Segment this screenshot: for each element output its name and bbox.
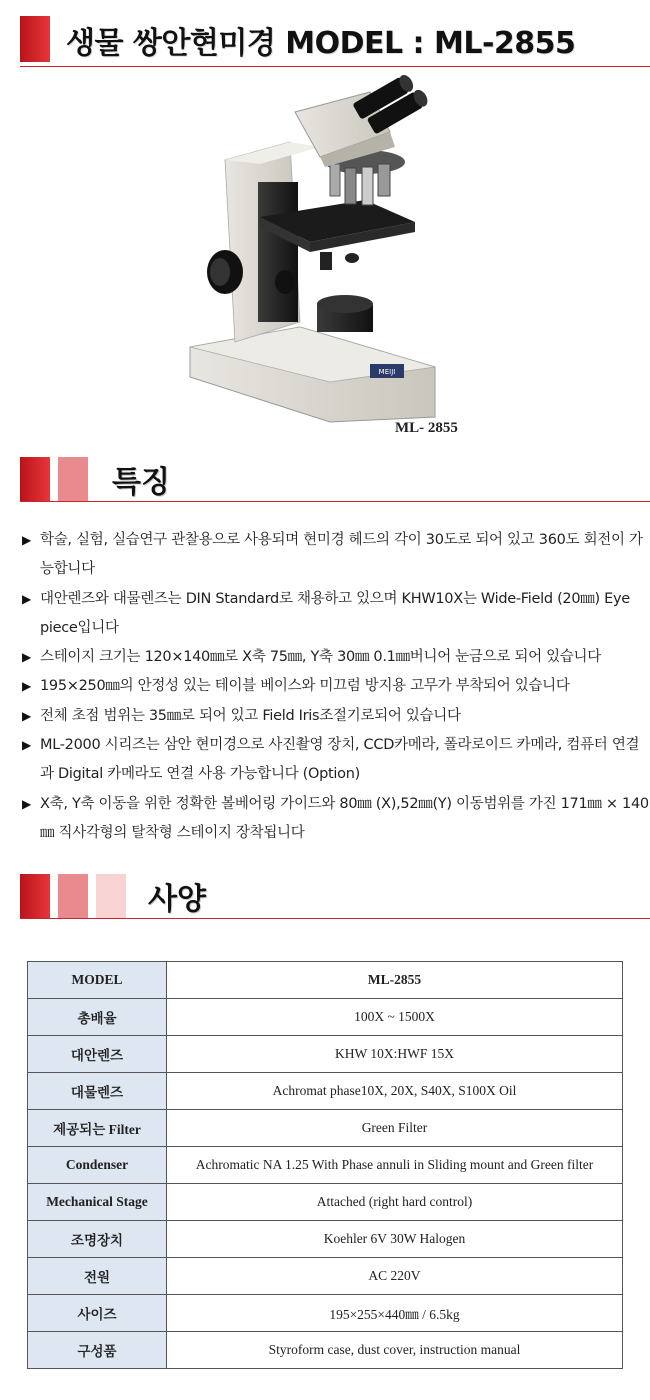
spec-label: 구성품 [28, 1332, 167, 1369]
spec-label: 대물렌즈 [28, 1073, 167, 1110]
spec-label: 조명장치 [28, 1221, 167, 1258]
table-row [28, 1110, 623, 1147]
table-row [28, 962, 623, 999]
feature-item: ▶ 195×250㎜의 안정성 있는 테이블 베이스와 미끄럼 방지용 고무가 부착되어 있습니다 [22, 672, 650, 701]
spec-value: Achromat phase10X, 20X, S40X, S100X Oil [167, 1073, 623, 1110]
bullet-arrow-icon: ▶ [22, 708, 31, 723]
spec-value: ML-2855 [167, 962, 623, 999]
header-square-1 [20, 457, 50, 501]
table-row [28, 1295, 623, 1332]
microscope-image [180, 72, 480, 442]
feature-item: ▶ X축, Y축 이동을 위한 정확한 볼베어링 가이드와 80㎜ (X),52㎜(Y) 이동범위를 가진 171㎜ × 140㎜ 직사각형의 탈착형 스테이지 장착됩니다 [22, 790, 650, 849]
features-list [22, 526, 650, 848]
features-title: 특징 [112, 465, 170, 500]
spec-label: 대안렌즈 [28, 1036, 167, 1073]
bullet-arrow-icon: ▶ [22, 796, 31, 811]
header-square-2 [58, 874, 88, 918]
spec-value: Green Filter [167, 1110, 623, 1147]
feature-item: ▶ 학술, 실험, 실습연구 관찰용으로 사용되며 현미경 헤드의 각이 30도로 되어 있고 360도 회전이 가능합니다 [22, 526, 650, 585]
spec-value: 195×255×440㎜ / 6.5kg [167, 1295, 623, 1332]
svg-text:MEIJI: MEIJI [378, 368, 396, 376]
header-square-1 [20, 874, 50, 918]
bullet-arrow-icon: ▶ [22, 533, 31, 547]
table-row [28, 1147, 623, 1184]
spec-label: 사이즈 [28, 1295, 167, 1332]
spec-label: Mechanical Stage [28, 1184, 167, 1221]
features-header [20, 453, 650, 502]
spec-label: Condenser [28, 1147, 167, 1184]
spec-label: 총배율 [28, 999, 167, 1036]
spec-value: Attached (right hard control) [167, 1184, 623, 1221]
table-row [28, 1258, 623, 1295]
spec-label: MODEL [28, 962, 167, 999]
spec-label: 제공되는 Filter [28, 1110, 167, 1147]
bullet-arrow-icon: ▶ [22, 591, 31, 606]
title-bar [20, 14, 650, 67]
spec-label: 전원 [28, 1258, 167, 1295]
feature-item: ▶ 스테이지 크기는 120×140㎜로 X축 75㎜, Y축 30㎜ 0.1㎜버니어 눈금으로 되어 있습니다 [22, 643, 650, 672]
bullet-arrow-icon: ▶ [22, 738, 31, 753]
spec-value: KHW 10X:HWF 15X [167, 1036, 623, 1073]
bullet-arrow-icon: ▶ [22, 650, 31, 665]
table-row [28, 1332, 623, 1369]
header-square-3 [96, 874, 126, 918]
page-title: 생물 쌍안현미경 MODEL : ML-2855 [66, 26, 576, 61]
table-row [28, 1036, 623, 1073]
spec-value: Achromatic NA 1.25 With Phase annuli in Sliding mount and Green filter [167, 1147, 623, 1184]
title-red-block [20, 16, 50, 62]
spec-value: 100X ~ 1500X [167, 999, 623, 1036]
spec-title: 사양 [148, 882, 206, 917]
product-caption: ML- 2855 [395, 420, 458, 436]
feature-item: ▶ ML-2000 시리즈는 삼안 현미경으로 사진촬영 장치, CCD카메라, 폴라로이드 카메라, 컴퓨터 연결과 Digital 카메라도 연결 사용 가능합니다 (Option) [22, 731, 650, 790]
header-square-2 [58, 457, 88, 501]
feature-item: ▶ 대안렌즈와 대물렌즈는 DIN Standard로 채용하고 있으며 KHW10X는 Wide-Field (20㎜) Eye piece입니다 [22, 585, 650, 644]
feature-item: ▶ 전체 초점 범위는 35㎜로 되어 있고 Field Iris조절기로되어 있습니다 [22, 702, 650, 731]
spec-table [27, 961, 623, 1369]
spec-value: Styroform case, dust cover, instruction manual [167, 1332, 623, 1369]
spec-value: Koehler 6V 30W Halogen [167, 1221, 623, 1258]
spec-header [20, 870, 650, 919]
table-row [28, 999, 623, 1036]
table-row [28, 1184, 623, 1221]
bullet-arrow-icon: ▶ [22, 679, 31, 694]
table-row [28, 1221, 623, 1258]
table-row [28, 1073, 623, 1110]
spec-value: AC 220V [167, 1258, 623, 1295]
